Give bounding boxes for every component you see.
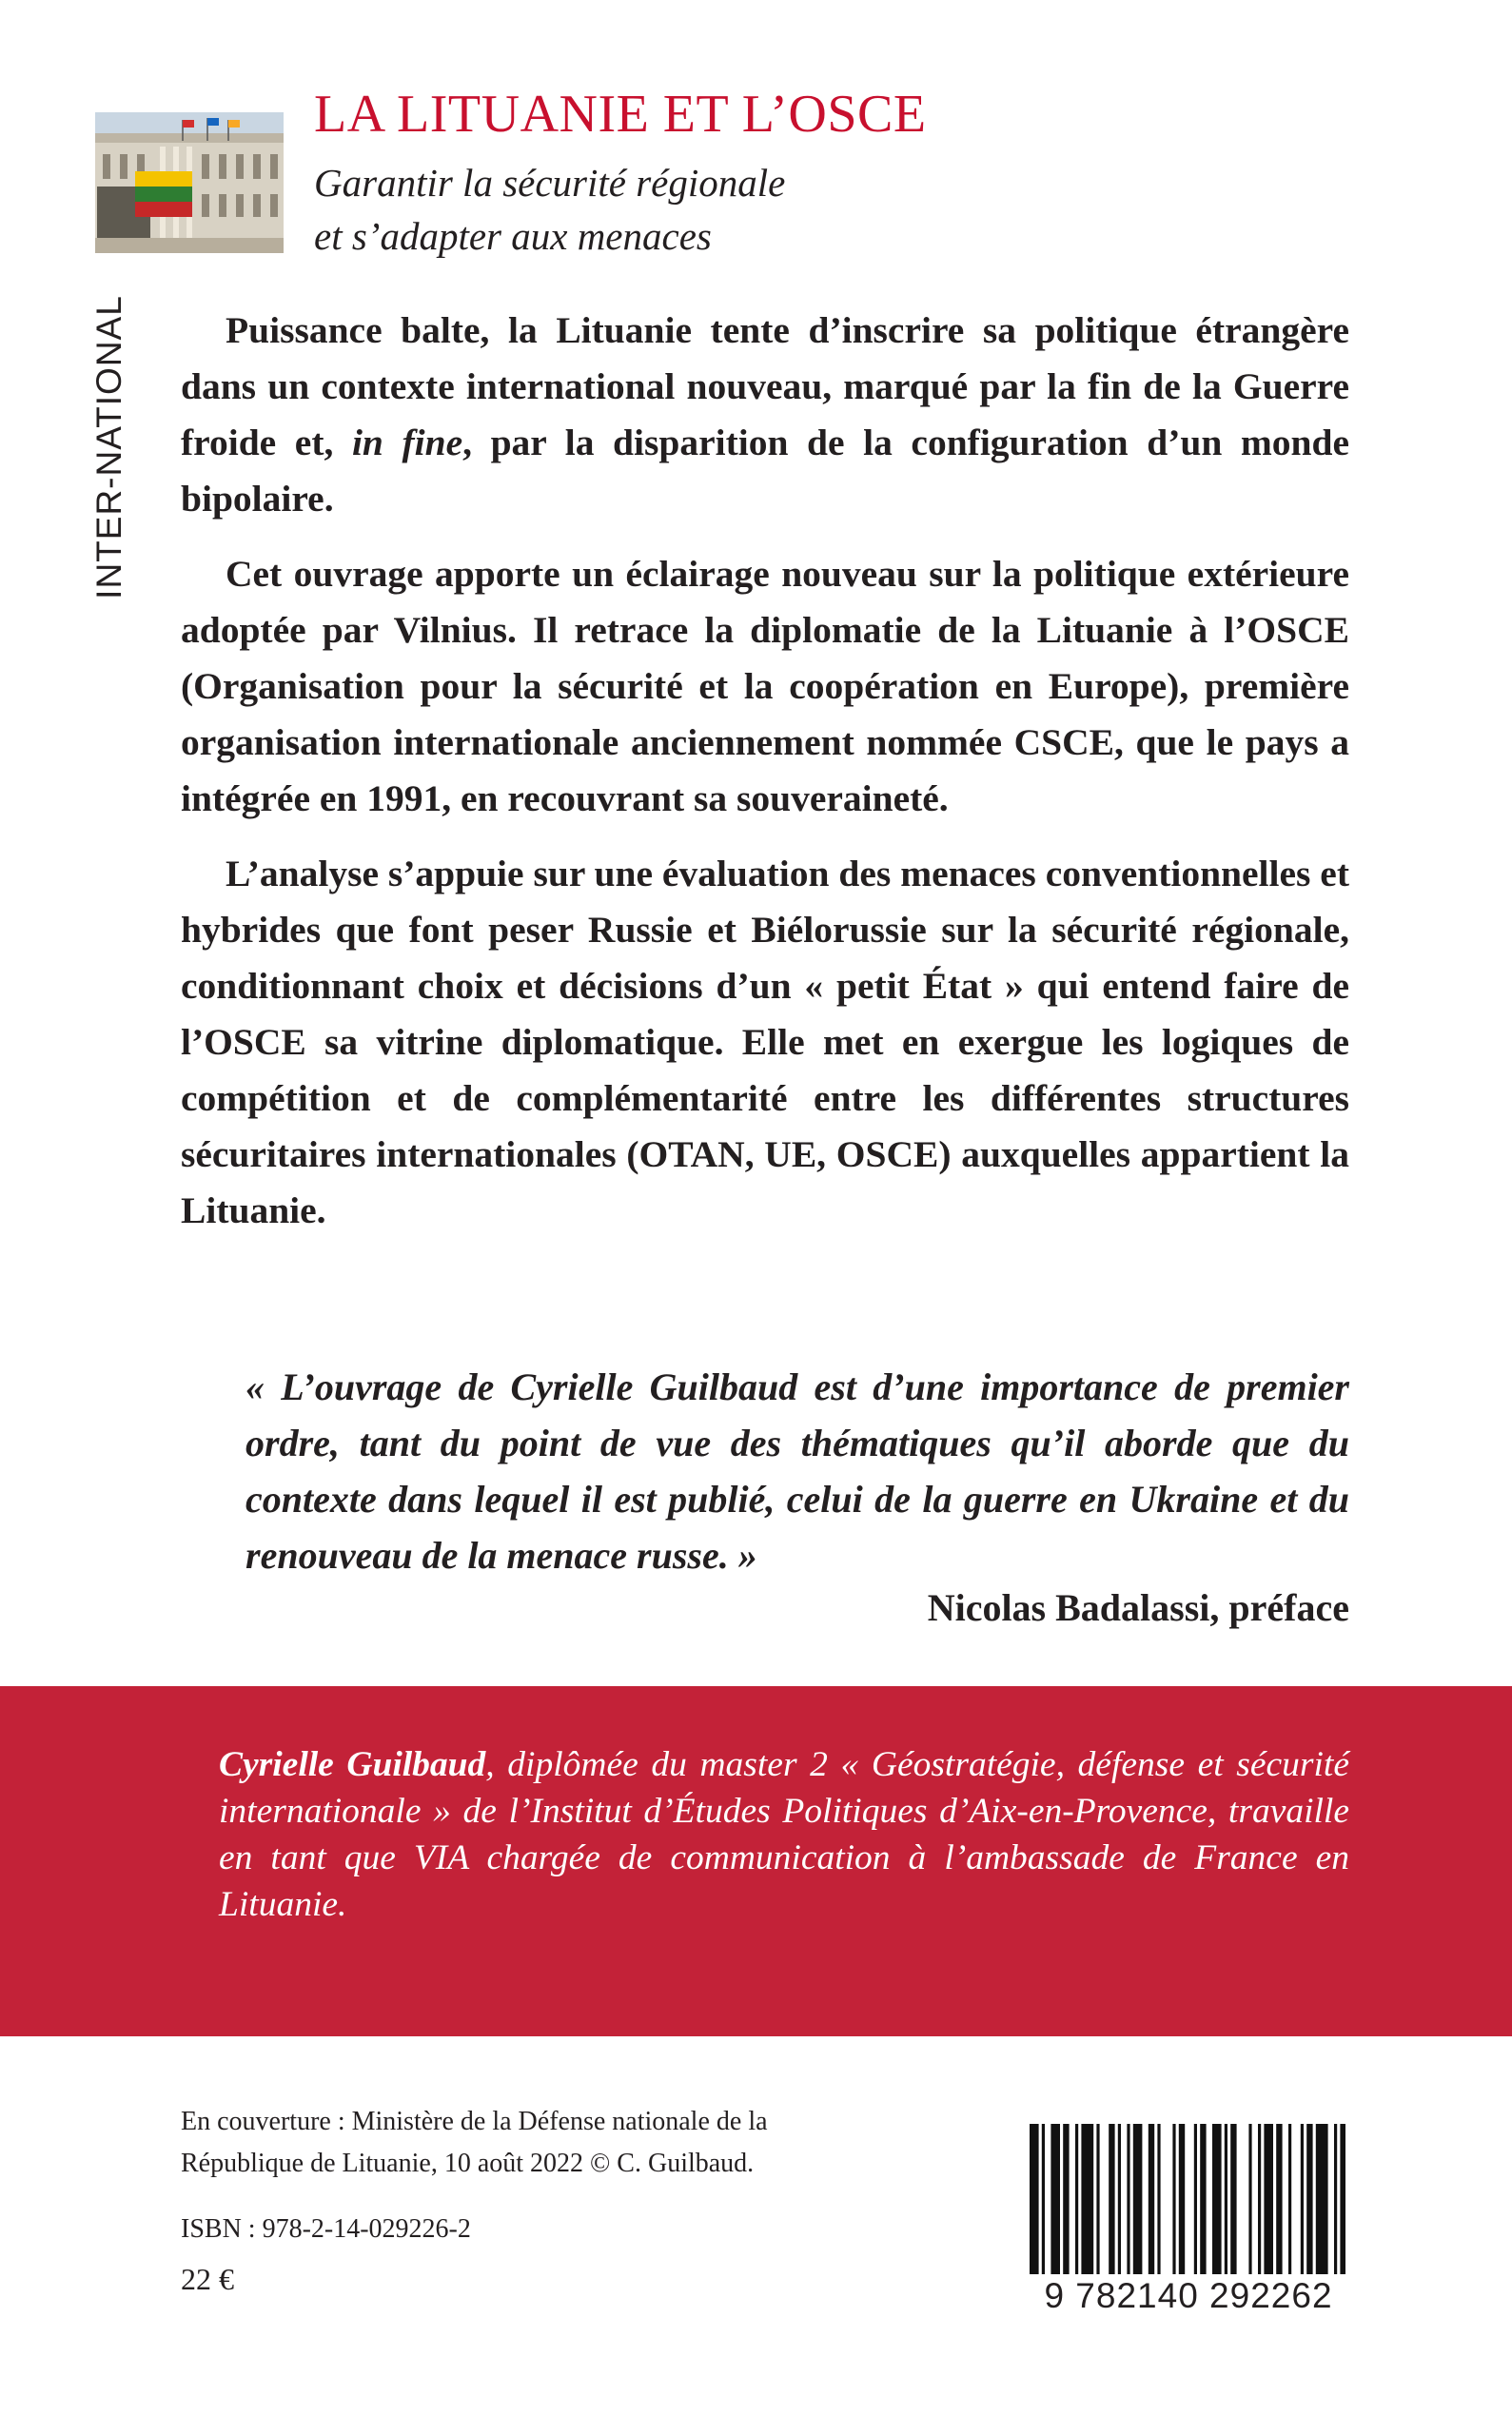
barcode-bar: [1051, 2124, 1060, 2274]
barcode-bar: [1276, 2124, 1282, 2274]
barcode-bar: [1248, 2124, 1251, 2274]
barcode-bar: [1109, 2124, 1114, 2274]
barcode-bar: [1042, 2124, 1045, 2274]
barcode-bar: [1127, 2124, 1129, 2274]
blurb: [181, 303, 1349, 1258]
author-bio-text: , diplômée du master 2 « Géostratégie, défense et sécurité internationale » de l’Institut d’Études Politiques d’Aix-en-Provence, travaille en tant que VIA chargée de communication à l’ambassade de France en Lituanie.: [219, 1745, 1349, 1924]
barcode-bar: [1230, 2124, 1236, 2274]
blurb-text: , par la disparition de la configuration d’un monde bipolaire.: [181, 422, 1350, 520]
barcode-bar: [1063, 2124, 1069, 2274]
barcode-bar: [1340, 2124, 1345, 2274]
barcode-bar: [1030, 2124, 1039, 2274]
series-label-text: INTER-NATIONAL: [89, 295, 128, 599]
cover-thumbnail-photo: [95, 112, 284, 253]
barcode-bar: [1149, 2124, 1154, 2274]
barcode-bar: [1225, 2124, 1227, 2274]
barcode-digits: 9 782140 292262: [1044, 2276, 1333, 2315]
isbn: ISBN : 978-2-14-029226-2: [181, 2214, 471, 2244]
barcode-bar: [1157, 2124, 1160, 2274]
subtitle-line: et s’adapter aux menaces: [314, 214, 712, 258]
quote-attribution: Nicolas Badalassi, préface: [927, 1586, 1349, 1629]
series-label-vertical: [90, 276, 128, 619]
author-name: Cyrielle Guilbaud: [219, 1745, 486, 1784]
barcode-bar: [1172, 2124, 1175, 2274]
barcode-bar: [1258, 2124, 1261, 2274]
barcode-bar: [1133, 2124, 1143, 2274]
book-title: LA LITUANIE ET L’OSCE: [314, 85, 927, 144]
barcode-bar: [1301, 2124, 1304, 2274]
price: 22 €: [181, 2262, 234, 2296]
barcode-bar: [1288, 2124, 1291, 2274]
barcode-bar: [1264, 2124, 1273, 2274]
barcode-bar: [1194, 2124, 1197, 2274]
author-bio: [219, 1741, 1349, 1928]
blurb-paragraph: Cet ouvrage apporte un éclairage nouveau sur la politique extérieure adoptée par Vilnius. Il retrace la diplomatie de la Lituanie à l’OSCE (Organisation pour la sécurité et la coopération en Europe), première organisation internationale anciennement nommée CSCE, que le pays a intégrée en 1991, en recouvrant sa souveraineté.: [181, 553, 1349, 819]
barcode-bar: [1212, 2124, 1222, 2274]
barcode-bars: [1024, 2124, 1353, 2276]
barcode-bar: [1075, 2124, 1078, 2274]
blurb-paragraph: [181, 303, 1349, 527]
barcode-bar: [1316, 2124, 1328, 2274]
blurb-paragraph: L’analyse s’appuie sur une évaluation des menaces conventionnelles et hybrides que font peser Russie et Biélorussie sur la sécurité régionale, conditionnant choix et décisions d’un « petit État » qui entend faire de l’OSCE sa vitrine diplomatique. Elle met en exergue les logiques de compétition et de complémentarité entre les différentes structures sécuritaires internationales (OTAN, UE, OSCE) auxquelles appartient la Lituanie.: [181, 853, 1349, 1231]
cover-credit: En couverture : Ministère de la Défense nationale de la République de Lituanie, 10 août 2022 © C. Guilbaud.: [181, 2107, 768, 2178]
blurb-emphasis: in fine: [351, 422, 463, 463]
barcode-bar: [1081, 2124, 1093, 2274]
barcode-bar: [1200, 2124, 1206, 2274]
book-subtitle: [314, 156, 785, 263]
barcode-bar: [1179, 2124, 1185, 2274]
barcode-bar: [1118, 2124, 1121, 2274]
blurb-text: Puissance balte, la Lituanie tente d’inscrire sa politique étrangère dans un contexte international nouveau, marqué par la fin de la Guerre froide et,: [181, 309, 1349, 463]
barcode-bar: [1096, 2124, 1099, 2274]
subtitle-line: Garantir la sécurité régionale: [314, 161, 786, 205]
barcode-bar: [1334, 2124, 1337, 2274]
review-quote: « L’ouvrage de Cyrielle Guilbaud est d’une importance de premier ordre, tant du point de vue des thématiques qu’il aborde que du contexte dans lequel il est publié, celui de la guerre en Ukraine et du renouveau de la menace russe. »: [245, 1365, 1349, 1577]
barcode-bar: [1306, 2124, 1312, 2274]
